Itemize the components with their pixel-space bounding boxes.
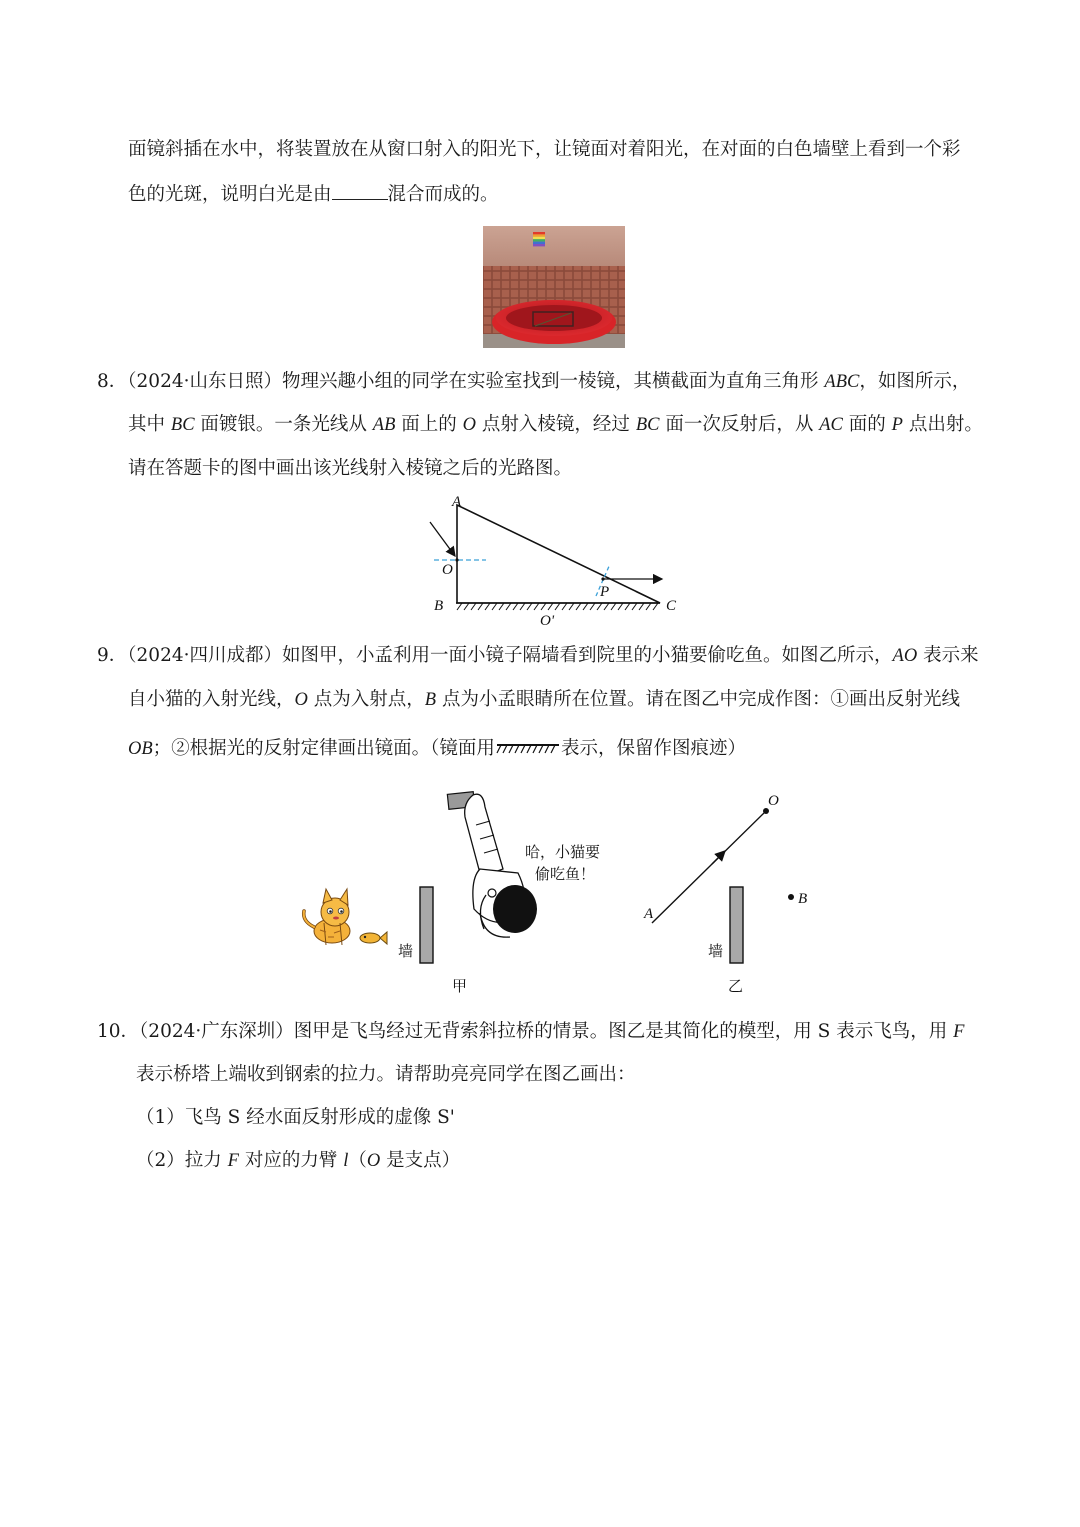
hatch-mark (534, 603, 539, 610)
q7-text-a: 色的光斑，说明白光是由 (128, 184, 332, 205)
q9-text: 点为入射点， (307, 689, 425, 710)
hatch-mark (471, 603, 476, 610)
q9-text: ；②根据光的反射定律画出镜面。（镜面用 (152, 738, 495, 759)
hatch-mark (618, 603, 623, 610)
q8-line-1 (97, 369, 970, 395)
q9-number: 9． (97, 645, 128, 666)
point-o (455, 558, 458, 561)
label-c: C (666, 598, 677, 614)
hatch-mark (541, 603, 546, 610)
hatch-mark (576, 603, 581, 610)
q7-photo (483, 226, 625, 348)
speech-line-1: 哈，小猫要 (525, 843, 601, 861)
q10-text: 对应的力臂 (238, 1150, 344, 1171)
q8-text: 面镀银。一条光线从 (194, 414, 373, 435)
hatch-mark (464, 603, 469, 610)
hatch-mark (611, 603, 616, 610)
hatch-mark (478, 603, 483, 610)
q8-text: 面一次反射后，从 (659, 414, 820, 435)
q8-var: AB (372, 415, 396, 435)
q8-var: BC (635, 415, 660, 435)
hatch-mark (646, 603, 651, 610)
label-p: P (600, 584, 610, 600)
boy-illustration (447, 792, 537, 937)
hatch-mark (632, 603, 637, 610)
q9-var: O (294, 690, 308, 710)
q9-line-2 (128, 687, 960, 713)
q10-var: l (343, 1151, 349, 1171)
q8-line-2 (128, 412, 983, 438)
q8-number: 8． (97, 371, 128, 392)
q8-var: AC (819, 415, 843, 435)
hatch-mark (506, 603, 511, 610)
q8-var: ABC (824, 372, 860, 392)
caption-yi: 乙 (728, 977, 744, 995)
label-a-yi: A (644, 906, 654, 922)
cat-illustration (304, 889, 350, 945)
answer-blank[interactable] (332, 181, 388, 200)
label-o-prime: O' (540, 613, 555, 629)
q10-var: F (227, 1151, 239, 1171)
q10-text: （ (348, 1150, 367, 1171)
q8-source: （2024·山东日照） (127, 371, 282, 392)
q9-var: AO (892, 646, 918, 666)
q9-figure-yi (640, 785, 820, 997)
wall-yi (730, 887, 743, 963)
hatch-mark (548, 603, 553, 610)
label-b: B (434, 598, 444, 614)
q10-text: 图甲是飞鸟经过无背索斜拉桥的情景。图乙是其简化的模型，用 S 表示飞鸟，用 (293, 1021, 954, 1042)
q8-var: BC (170, 415, 195, 435)
hatch-mark (639, 603, 644, 610)
q9-var: OB (128, 739, 153, 759)
speech-line-2: 偷吃鱼！ (535, 865, 596, 883)
hatch-mark (485, 603, 490, 610)
q8-text: 面上的 (395, 414, 463, 435)
q8-text: ，如图所示， (859, 371, 971, 392)
q8-prism-figure (420, 492, 690, 630)
q10-var: F (953, 1022, 965, 1042)
q9-text: 如图甲，小孟利用一面小镜子隔墙看到院里的小猫要偷吃鱼。如图乙所示， (282, 645, 893, 666)
hatch-mark (527, 603, 532, 610)
q9-source: （2024·四川成都） (127, 645, 282, 666)
caption-jia: 甲 (452, 977, 468, 995)
q9-text: 表示，保留作图痕迹） (560, 738, 746, 759)
q10-item-2 (136, 1148, 460, 1174)
q9-figure-jia (290, 785, 630, 997)
q8-text: 其中 (128, 414, 171, 435)
wall-jia (420, 887, 433, 963)
hatch-mark (555, 603, 560, 610)
label-o: O (442, 562, 453, 578)
label-a: A (452, 494, 462, 510)
hatch-mark (604, 603, 609, 610)
q9-text: 自小猫的入射光线， (128, 689, 295, 710)
hatch-mark (492, 603, 497, 610)
hatch-mark (499, 603, 504, 610)
q7-line-2 (128, 181, 499, 208)
hatch-mark (653, 603, 658, 610)
q10-var: O (366, 1151, 381, 1171)
label-o-yi: O (768, 793, 779, 809)
hatch-mark (625, 603, 630, 610)
label-b-yi: B (798, 891, 808, 907)
q8-text: 面的 (842, 414, 892, 435)
q8-text: 物理兴趣小组的同学在实验室找到一棱镜，其横截面为直角三角形 (282, 371, 825, 392)
q10-text: 是支点） (380, 1150, 461, 1171)
hatch-mark (583, 603, 588, 610)
q8-var: P (891, 415, 903, 435)
q9-var: B (424, 690, 437, 710)
q9-text: 点为小孟眼睛所在位置。请在图乙中完成作图：①画出反射光线 (436, 689, 960, 710)
incident-ray-ao (652, 811, 766, 923)
hatch-mark (590, 603, 595, 610)
q10-line-1 (97, 1019, 964, 1045)
q9-text: 表示来 (917, 645, 979, 666)
q9-line-1 (97, 643, 979, 669)
q8-line-3: 请在答题卡的图中画出该光线射入棱镜之后的光路图。 (128, 458, 573, 479)
hatch-mark (513, 603, 518, 610)
q10-source: （2024·广东深圳） (139, 1021, 294, 1042)
hatch-mark (520, 603, 525, 610)
q8-text: 点出射。 (902, 414, 983, 435)
fish-illustration (360, 932, 387, 944)
hatch-mark (457, 603, 462, 610)
ray-direction-arrow (712, 854, 722, 864)
rainbow-spot (533, 232, 545, 246)
incident-ray (430, 522, 455, 556)
q10-line-2: 表示桥塔上端收到钢索的拉力。请帮助亮亮同学在图乙画出： (136, 1064, 636, 1085)
q10-item-1: （1）飞鸟 S 经水面反射形成的虚像 S' (136, 1107, 455, 1128)
wall-label-jia: 墙 (398, 942, 414, 960)
point-b-yi (788, 894, 794, 900)
q9-line-3 (128, 736, 746, 762)
q8-text: 点射入棱镜，经过 (476, 414, 636, 435)
q7-text-b: 混合而成的。 (387, 184, 499, 205)
hatch-mark (562, 603, 567, 610)
q7-line-1: 面镜斜插在水中，将装置放在从窗口射入的阳光下，让镜面对着阳光，在对面的白色墙壁上看到一个彩 (128, 139, 961, 160)
hatch-mark (569, 603, 574, 610)
q10-number: 10． (97, 1021, 140, 1042)
prism-triangle (457, 505, 660, 603)
q10-text: （2）拉力 (136, 1150, 228, 1171)
wall-label-yi: 墙 (708, 942, 724, 960)
point-p (601, 577, 604, 580)
q8-var: O (462, 415, 477, 435)
hatch-mark (597, 603, 602, 610)
mirror-symbol-icon (495, 743, 561, 755)
